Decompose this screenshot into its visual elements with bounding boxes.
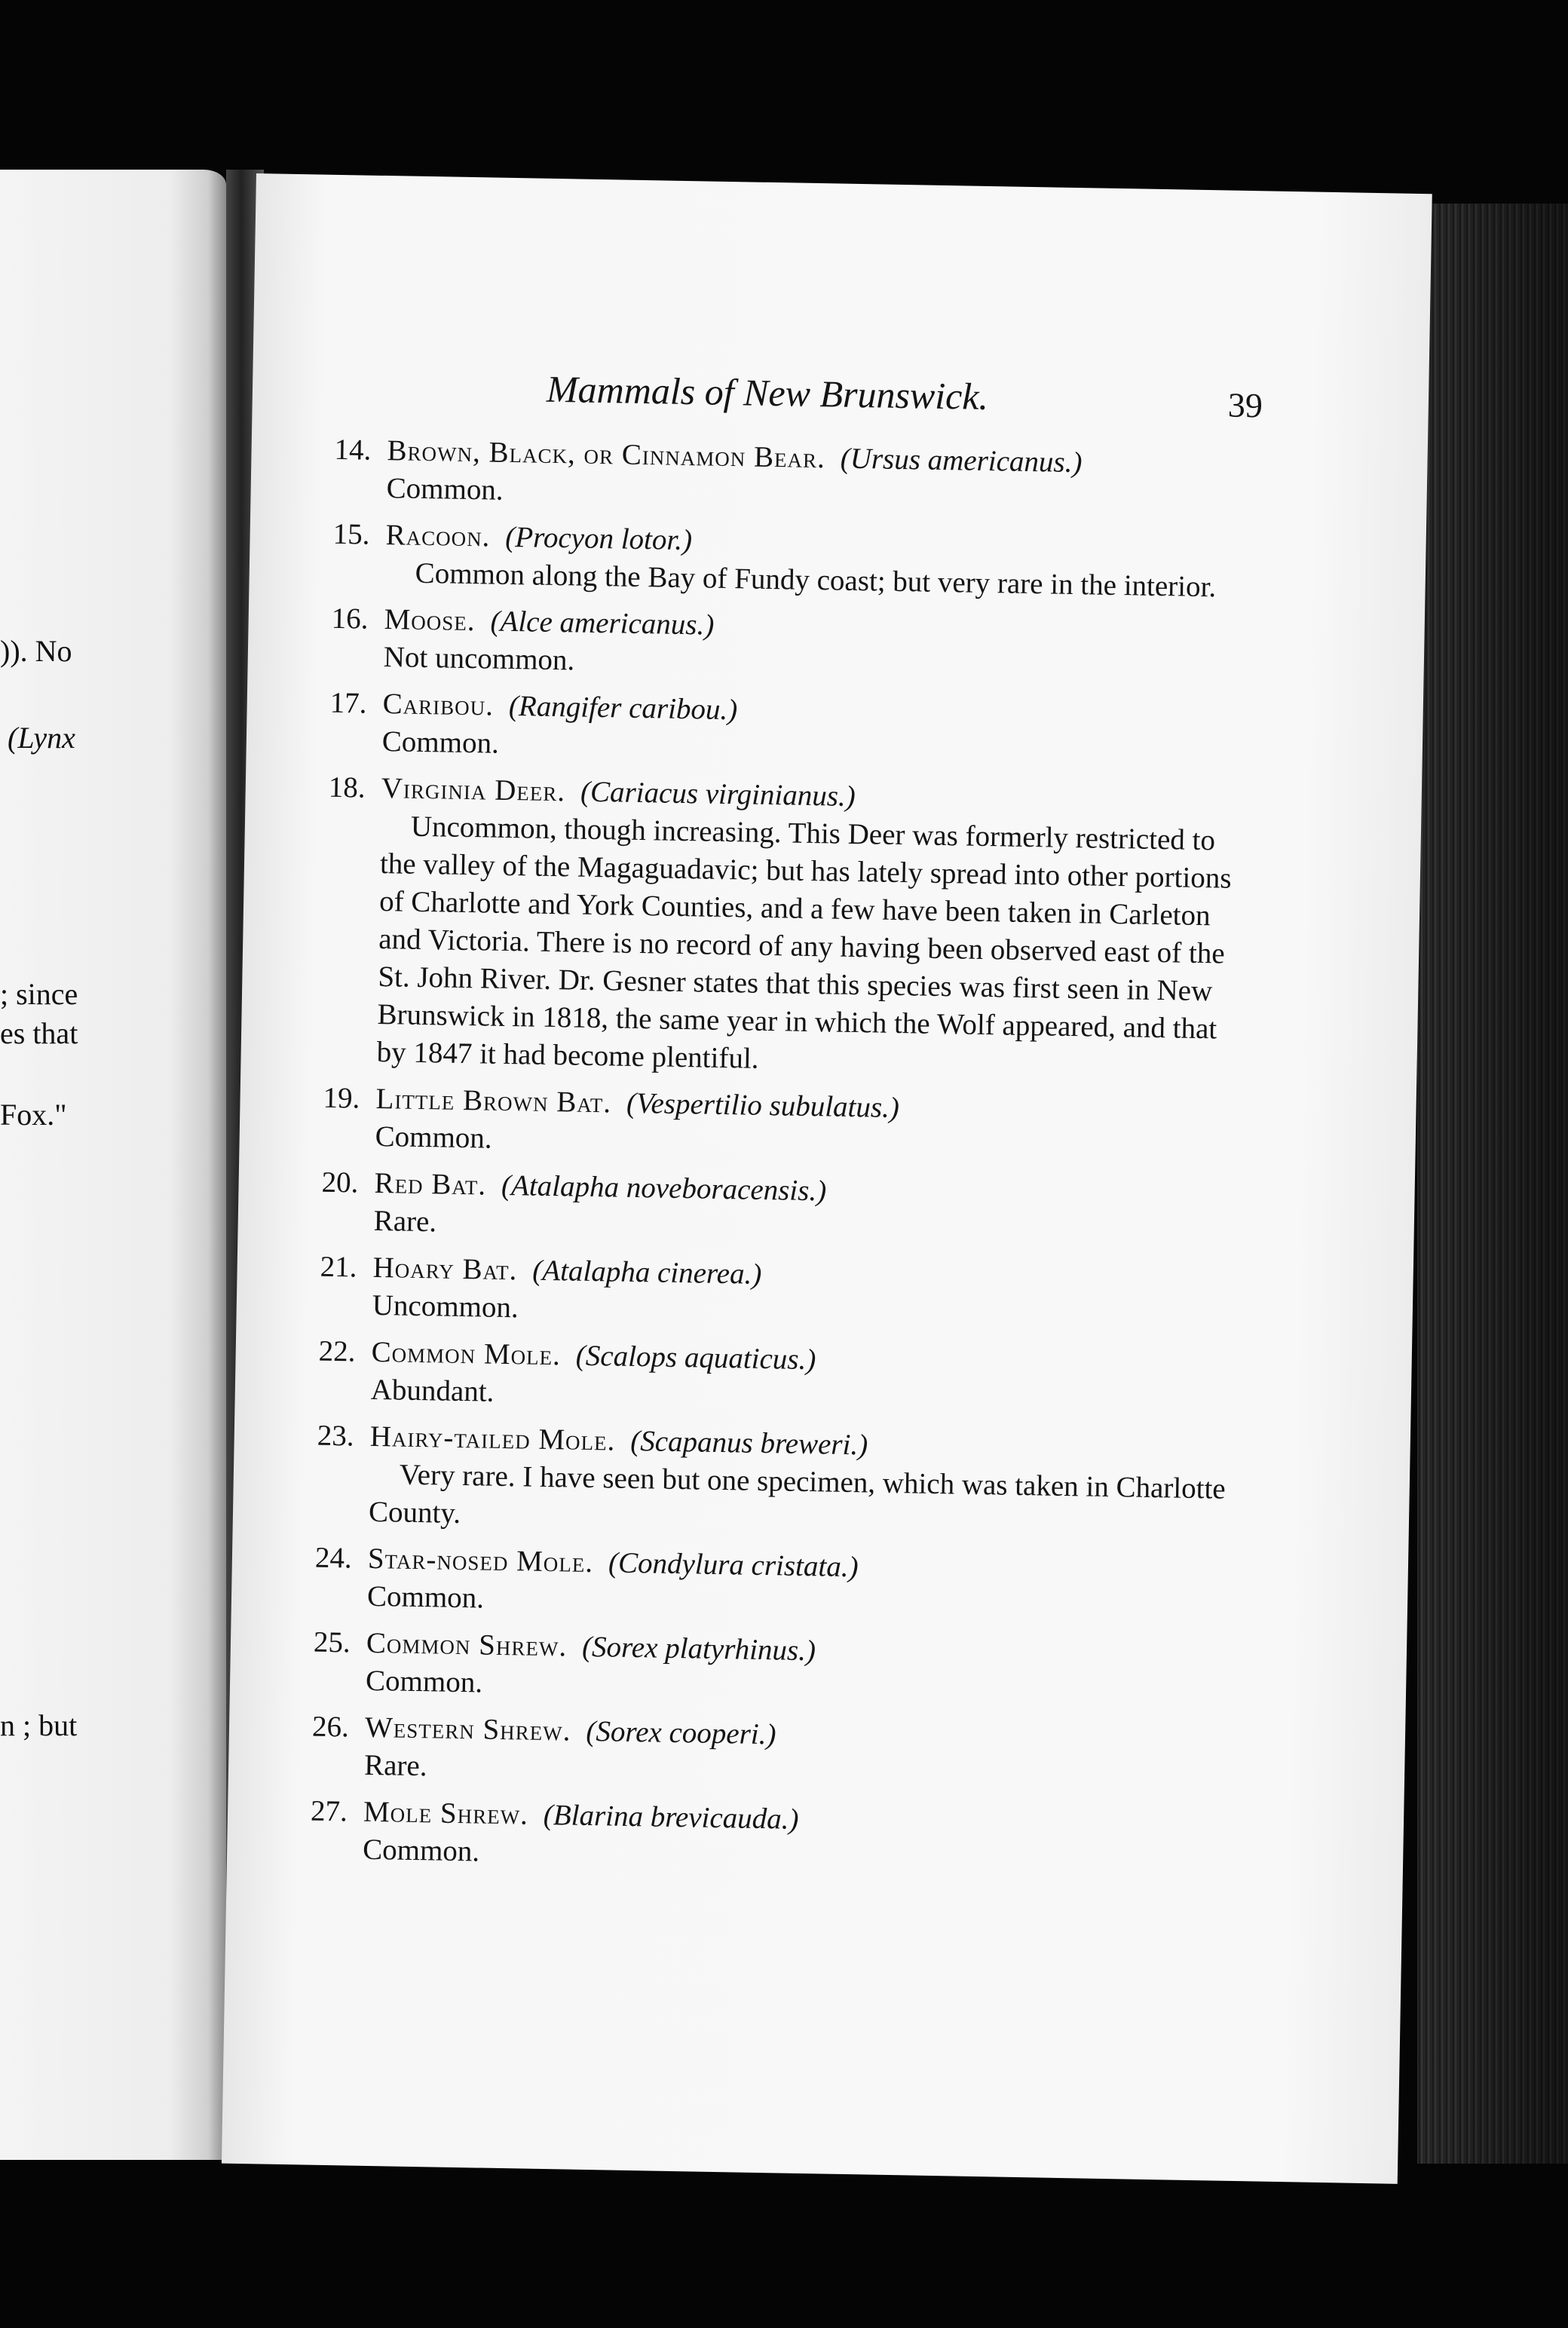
entry-note: Common. <box>366 1579 485 1615</box>
scientific-name: (Condylura cristata.) <box>608 1546 859 1584</box>
scientific-name: (Scapanus breweri.) <box>629 1424 868 1462</box>
entry-number: 20. <box>321 1166 359 1199</box>
species-entry <box>310 1793 1239 1884</box>
scientific-name: (Blarina brevicauda.) <box>543 1798 799 1836</box>
entry-note: Common. <box>375 1120 493 1155</box>
entry-number: 14. <box>334 433 372 467</box>
entry-note: Common. <box>365 1664 483 1699</box>
species-entry <box>311 1708 1240 1800</box>
scientific-name: (Atalapha noveboracensis.) <box>501 1169 827 1208</box>
book-page-edges <box>1417 204 1568 2164</box>
species-entry <box>332 516 1260 607</box>
left-page-fragment: ; since <box>0 977 78 1011</box>
entry-number: 22. <box>318 1334 356 1368</box>
left-page-fragment: (Lynx <box>8 721 75 755</box>
common-name: Hoary Bat. <box>372 1251 518 1287</box>
scientific-name: (Vespertilio subulatus.) <box>626 1086 900 1125</box>
entry-number: 27. <box>310 1794 348 1828</box>
left-page-fragment: n ; but <box>0 1708 78 1742</box>
common-name: Virginia Deer. <box>381 772 566 808</box>
species-entry <box>330 600 1259 691</box>
entry-note: Very rare. I have seen but one specimen, which was taken in Charlotte County. <box>368 1458 1227 1530</box>
common-name: Mole Shrew. <box>363 1795 529 1831</box>
entry-note: Common. <box>386 472 504 507</box>
page-number: 39 <box>1227 385 1263 425</box>
entry-note: Common. <box>362 1833 480 1868</box>
scientific-name: (Atalapha cinerea.) <box>531 1254 762 1291</box>
entry-number: 15. <box>332 517 370 551</box>
entry-note: Rare. <box>373 1204 437 1239</box>
left-page-fragment: Fox." <box>0 1098 67 1132</box>
entry-note: Common. <box>381 725 500 760</box>
species-entry <box>314 1539 1243 1631</box>
species-entry <box>320 1164 1249 1255</box>
scientific-name: (Alce americanus.) <box>490 605 715 642</box>
common-name: Common Mole. <box>371 1335 562 1372</box>
entry-number: 18. <box>328 770 366 804</box>
entry-number: 19. <box>323 1081 360 1115</box>
species-entry <box>317 1333 1246 1424</box>
common-name: Little Brown Bat. <box>375 1082 612 1120</box>
right-page <box>222 173 1432 2184</box>
entry-number: 26. <box>311 1710 350 1744</box>
running-title: Mammals of New Brunswick. <box>546 367 989 418</box>
scientific-name: (Procyon lotor.) <box>505 520 693 557</box>
scientific-name: (Ursus americanus.) <box>840 442 1083 479</box>
common-name: Red Bat. <box>374 1166 487 1202</box>
scientific-name: (Rangifer caribou.) <box>508 689 738 727</box>
entry-number: 16. <box>331 602 369 636</box>
left-page <box>0 170 226 2160</box>
species-entry <box>322 1080 1251 1171</box>
common-name: Caribou. <box>382 688 495 722</box>
common-name: Brown, Black, or Cinnamon Bear. <box>387 434 826 475</box>
scientific-name: (Sorex cooperi.) <box>586 1714 776 1751</box>
entry-number: 21. <box>320 1250 357 1284</box>
entry-number: 24. <box>314 1541 353 1575</box>
common-name: Hairy-tailed Mole. <box>369 1420 616 1457</box>
entry-note: Common along the Bay of Fundy coast; but very rare in the interior. <box>415 556 1217 604</box>
left-page-fragment: es that <box>0 1016 78 1050</box>
common-name: Common Shrew. <box>366 1626 568 1663</box>
common-name: Moose. <box>384 603 476 638</box>
entry-note: Abundant. <box>370 1373 495 1408</box>
entry-number: 25. <box>313 1625 351 1659</box>
species-entry <box>313 1624 1242 1715</box>
entry-note: Not uncommon. <box>383 641 575 677</box>
scientific-name: (Scalops aquaticus.) <box>575 1339 816 1377</box>
entry-note: Rare. <box>363 1748 427 1783</box>
species-entry <box>319 1248 1248 1340</box>
species-entry <box>316 1417 1245 1546</box>
species-entry <box>323 769 1256 1086</box>
entry-note: Uncommon, though increasing. This Deer was formerly restricted to the valley of the Magaguadavic; but has lately spread into other portions of Charlotte and York Counties, and a few have been taken in Carleton and Victoria. There is no record of any having been observed east of the St. John River. Dr. Gesner states that this species was first seen in New Brunswick in 1818, the same year in which the Wolf appeared, and that by 1847 it had become plentiful. <box>376 810 1232 1075</box>
page-content <box>310 363 1263 1893</box>
common-name: Western Shrew. <box>364 1711 571 1748</box>
species-list <box>310 431 1262 1884</box>
entry-number: 23. <box>317 1419 354 1453</box>
scientific-name: (Cariacus virginianus.) <box>580 775 856 813</box>
species-entry <box>329 685 1257 776</box>
entry-note: Uncommon. <box>372 1288 519 1325</box>
entry-number: 17. <box>329 686 367 720</box>
common-name: Star-nosed Mole. <box>367 1542 594 1579</box>
scientific-name: (Sorex platyrhinus.) <box>581 1630 816 1668</box>
left-page-fragment: )). No <box>0 634 72 668</box>
common-name: Racoon. <box>385 519 491 553</box>
